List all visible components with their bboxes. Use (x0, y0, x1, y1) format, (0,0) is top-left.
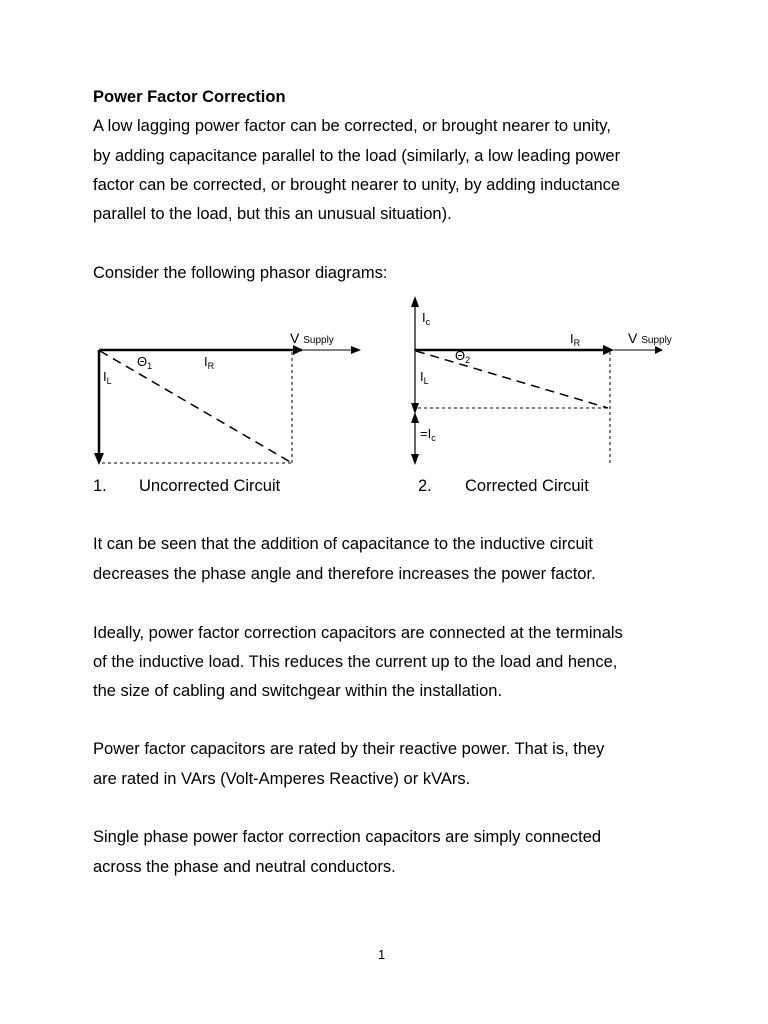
intro-line: parallel to the load, but this an unusual situation). (93, 205, 452, 223)
eq-ic-label-2: $=I_c$ (420, 426, 436, 443)
caption-2-text: Corrected Circuit (465, 477, 589, 495)
phasor-diagram-2 (0, 0, 768, 500)
ic-top-label-2: $I_c$ (422, 310, 431, 327)
consider-text: Consider the following phasor diagrams: (93, 264, 388, 282)
paragraph-line: of the inductive load. This reduces the current up to the load and hence, (93, 653, 618, 671)
paragraph-line: Single phase power factor correction capacitors are simply connected (93, 828, 602, 846)
theta2-label: $\Theta_2$ (455, 348, 471, 365)
v-supply-label-1: V Supply (290, 330, 334, 346)
theta1-label: $\Theta_1$ (137, 354, 153, 371)
caption-1-text: Uncorrected Circuit (139, 477, 281, 495)
intro-line: factor can be corrected, or brought nearer to unity, by adding inductance (93, 176, 621, 194)
caption-2-number: 2. (418, 477, 432, 495)
paragraph-line: decreases the phase angle and therefore increases the power factor. (93, 565, 596, 583)
paragraph-line: Ideally, power factor correction capacitors are connected at the terminals (93, 624, 623, 642)
paragraph-line: the size of cabling and switchgear within the installation. (93, 682, 503, 700)
il-label-2: $I_L$ (420, 369, 429, 386)
intro-line: by adding capacitance parallel to the load (similarly, a low leading power (93, 147, 621, 165)
v-supply-label-2: V Supply (628, 330, 672, 346)
page-title: Power Factor Correction (93, 88, 286, 106)
paragraph-line: across the phase and neutral conductors. (93, 858, 396, 876)
il-label-1: $I_L$ (103, 369, 112, 386)
ir-label-1: $I_R$ (204, 354, 215, 371)
paragraph-line: It can be seen that the addition of capacitance to the inductive circuit (93, 535, 593, 553)
page-number: 1 (378, 947, 386, 962)
caption-1-number: 1. (93, 477, 107, 495)
paragraph-line: Power factor capacitors are rated by their reactive power. That is, they (93, 740, 605, 758)
ir-label-2: $I_R$ (570, 331, 581, 348)
resultant-phasor-2 (416, 351, 608, 408)
intro-line: A low lagging power factor can be corrected, or brought nearer to unity, (93, 117, 611, 135)
paragraph-line: are rated in VArs (Volt-Amperes Reactive) or kVArs. (93, 770, 471, 788)
